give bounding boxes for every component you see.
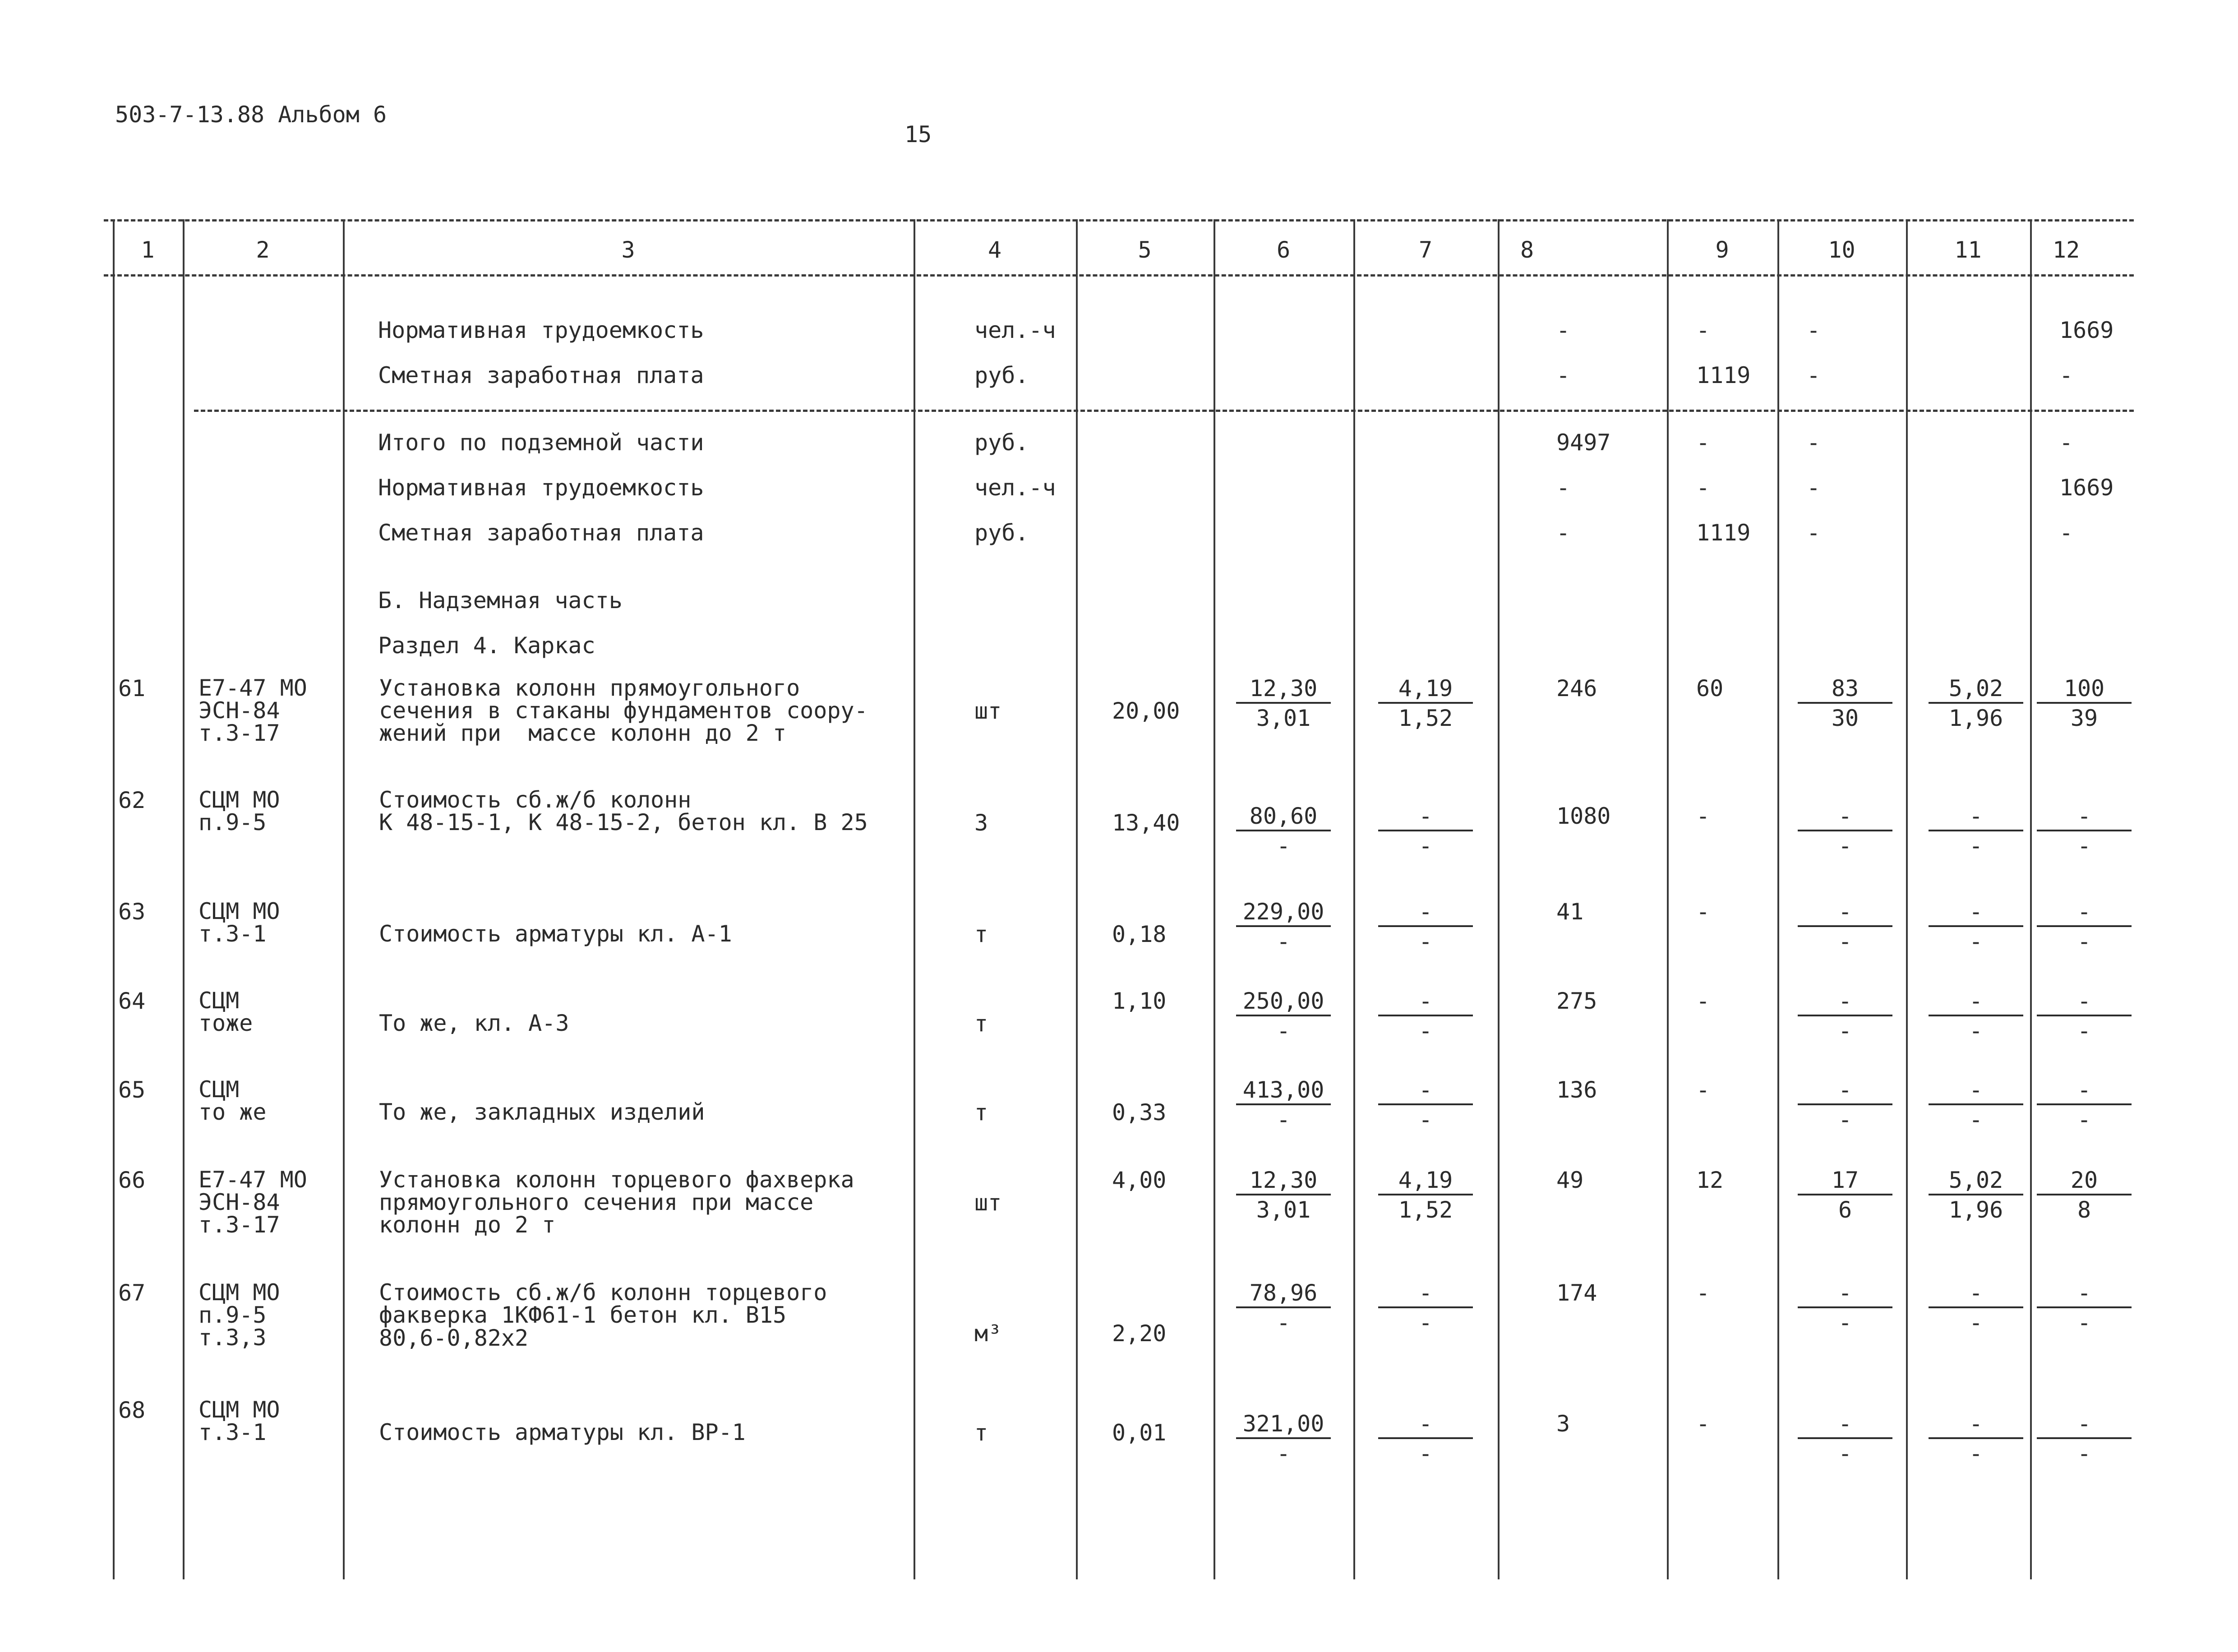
row-code: СЦМ тоже bbox=[198, 988, 253, 1036]
labor-total-denominator: 39 bbox=[2070, 705, 2098, 731]
unit-cost-denominator: - bbox=[1276, 1310, 1291, 1336]
labor-unit-denominator: 1,96 bbox=[1948, 705, 2003, 731]
unit-cost-numerator: 12,30 bbox=[1236, 677, 1331, 704]
total-wage: 60 bbox=[1696, 675, 1724, 701]
summary-label: Нормативная трудоемкость bbox=[378, 475, 704, 501]
labor-total-numerator: - bbox=[2037, 1078, 2132, 1105]
labor-unit-numerator: - bbox=[1929, 989, 2023, 1016]
labor-total bbox=[2037, 989, 2132, 1043]
summary-value: - bbox=[1696, 475, 1710, 501]
summary-label: Итого по подземной части bbox=[378, 429, 704, 456]
column-header: 7 bbox=[1418, 237, 1433, 263]
labor-unit bbox=[1929, 1281, 2023, 1334]
labor-total bbox=[2037, 677, 2132, 730]
total-cost: 1080 bbox=[1556, 803, 1611, 829]
unit-cost-numerator: 80,60 bbox=[1236, 804, 1331, 831]
summary-value: - bbox=[2059, 429, 2073, 456]
column-divider bbox=[914, 219, 915, 1579]
unit-wage-numerator: 4,19 bbox=[1378, 1168, 1473, 1195]
summary-value: - bbox=[1696, 317, 1710, 343]
unit-cost-numerator: 321,00 bbox=[1236, 1412, 1331, 1439]
labor-total-numerator: 100 bbox=[2037, 677, 2132, 704]
column-divider bbox=[1214, 219, 1215, 1579]
unit-wage-numerator: - bbox=[1378, 900, 1473, 927]
total-cost: 49 bbox=[1556, 1167, 1584, 1193]
summary-value: - bbox=[2059, 520, 2073, 546]
labor-unit-numerator: - bbox=[1929, 1078, 2023, 1105]
row-unit: 3 bbox=[974, 810, 988, 836]
column-header: 5 bbox=[1138, 237, 1152, 263]
unit-wage-denominator: 1,52 bbox=[1398, 705, 1453, 731]
labor-unit bbox=[1929, 1412, 2023, 1465]
column-divider bbox=[1353, 219, 1355, 1579]
row-description: То же, кл. А-3 bbox=[379, 1010, 569, 1036]
unit-cost-denominator: 3,01 bbox=[1256, 1197, 1311, 1223]
summary-value: - bbox=[1696, 429, 1710, 456]
labor-total bbox=[2037, 1412, 2132, 1465]
labor-total bbox=[2037, 1078, 2132, 1131]
labor-total bbox=[2037, 1168, 2132, 1222]
column-header: 3 bbox=[621, 237, 635, 263]
labor-unit-denominator: 1,96 bbox=[1948, 1197, 2003, 1223]
total-cost: 246 bbox=[1556, 675, 1597, 701]
row-description: То же, закладных изделий bbox=[379, 1099, 705, 1125]
labor-total-numerator: - bbox=[2037, 1281, 2132, 1308]
column-divider bbox=[1906, 219, 1908, 1579]
labor-unit bbox=[1929, 1078, 2023, 1131]
summary-label: Сметная заработная плата bbox=[378, 362, 704, 388]
column-header: 4 bbox=[987, 237, 1002, 263]
unit-cost-denominator: - bbox=[1276, 928, 1291, 955]
summary-value: 1669 bbox=[2059, 475, 2114, 501]
column-header: 2 bbox=[256, 237, 270, 263]
unit-wage bbox=[1378, 1168, 1473, 1222]
unit-wage-denominator: - bbox=[1418, 1107, 1433, 1133]
summary-value: - bbox=[1807, 520, 1821, 546]
subtotal-rule bbox=[194, 410, 2134, 412]
labor-total-denominator: - bbox=[2077, 1440, 2091, 1467]
page-number: 15 bbox=[904, 121, 932, 148]
labor-unit-numerator: 5,02 bbox=[1929, 1168, 2023, 1195]
labor-unit-denominator: - bbox=[1969, 1018, 1983, 1044]
labor-total-denominator: 8 bbox=[2077, 1197, 2091, 1223]
column-divider bbox=[1498, 219, 1500, 1579]
row-code: Е7-47 МО ЭСН-84 т.3-17 bbox=[198, 675, 307, 746]
column-divider bbox=[2030, 219, 2032, 1579]
row-quantity: 4,00 bbox=[1112, 1167, 1167, 1193]
summary-unit: чел.-ч bbox=[974, 317, 1056, 343]
total-wage: - bbox=[1696, 899, 1710, 925]
row-quantity: 0,01 bbox=[1112, 1420, 1167, 1446]
row-quantity: 13,40 bbox=[1112, 810, 1180, 836]
row-quantity: 0,18 bbox=[1112, 921, 1167, 947]
row-number: 64 bbox=[118, 988, 146, 1014]
row-number: 67 bbox=[118, 1280, 146, 1306]
row-unit: т bbox=[974, 1011, 988, 1037]
unit-wage bbox=[1378, 1281, 1473, 1334]
machine-cost bbox=[1798, 1281, 1892, 1334]
machine-cost bbox=[1798, 804, 1892, 858]
unit-wage-numerator: - bbox=[1378, 989, 1473, 1016]
row-code: СЦМ МО п.9-5 т.3,3 bbox=[198, 1279, 280, 1351]
column-divider bbox=[343, 219, 345, 1579]
row-number: 63 bbox=[118, 899, 146, 925]
machine-cost-numerator: 83 bbox=[1798, 677, 1892, 704]
row-description: Установка колонн торцевого фахверка прямоугольного сечения при массе колонн до 2 т bbox=[379, 1167, 854, 1238]
labor-total-denominator: - bbox=[2077, 928, 2091, 955]
labor-unit-denominator: - bbox=[1969, 1107, 1983, 1133]
table-top-rule bbox=[104, 219, 2134, 221]
row-unit: шт bbox=[974, 698, 1002, 724]
labor-unit bbox=[1929, 677, 2023, 730]
column-header: 10 bbox=[1828, 237, 1855, 263]
row-quantity: 2,20 bbox=[1112, 1320, 1167, 1347]
labor-total bbox=[2037, 900, 2132, 953]
column-header: 9 bbox=[1715, 237, 1729, 263]
total-cost: 136 bbox=[1556, 1077, 1597, 1103]
unit-wage-numerator: - bbox=[1378, 1078, 1473, 1105]
summary-label: Сметная заработная плата bbox=[378, 520, 704, 546]
total-wage: 12 bbox=[1696, 1167, 1724, 1193]
machine-cost-numerator: - bbox=[1798, 804, 1892, 831]
machine-cost bbox=[1798, 677, 1892, 730]
machine-cost-numerator: - bbox=[1798, 989, 1892, 1016]
labor-unit bbox=[1929, 900, 2023, 953]
document-code: 503-7-13.88 Альбом 6 bbox=[115, 102, 387, 128]
labor-total-numerator: - bbox=[2037, 900, 2132, 927]
labor-unit-numerator: - bbox=[1929, 1281, 2023, 1308]
summary-value: 1669 bbox=[2059, 317, 2114, 343]
row-calculation: 80,6-0,82x2 bbox=[379, 1325, 529, 1351]
unit-wage bbox=[1378, 677, 1473, 730]
unit-cost-denominator: - bbox=[1276, 1018, 1291, 1044]
summary-unit: чел.-ч bbox=[974, 475, 1056, 501]
row-quantity: 20,00 bbox=[1112, 698, 1180, 724]
labor-total-denominator: - bbox=[2077, 1310, 2091, 1336]
unit-cost-numerator: 78,96 bbox=[1236, 1281, 1331, 1308]
labor-unit bbox=[1929, 989, 2023, 1043]
row-quantity: 0,33 bbox=[1112, 1099, 1167, 1126]
unit-wage-numerator: - bbox=[1378, 1412, 1473, 1439]
machine-cost bbox=[1798, 1078, 1892, 1131]
row-number: 68 bbox=[118, 1397, 146, 1423]
row-unit: шт bbox=[974, 1190, 1002, 1216]
unit-cost bbox=[1236, 677, 1331, 730]
labor-total-numerator: - bbox=[2037, 1412, 2132, 1439]
total-cost: 41 bbox=[1556, 899, 1584, 925]
unit-cost-denominator: 3,01 bbox=[1256, 705, 1311, 731]
column-header: 6 bbox=[1276, 237, 1291, 263]
row-code: СЦМ МО п.9-5 bbox=[198, 787, 280, 835]
row-code: Е7-47 МО ЭСН-84 т.3-17 bbox=[198, 1167, 307, 1238]
labor-unit-denominator: - bbox=[1969, 928, 1983, 955]
total-wage: - bbox=[1696, 988, 1710, 1014]
machine-cost bbox=[1798, 900, 1892, 953]
labor-total-denominator: - bbox=[2077, 833, 2091, 859]
unit-cost bbox=[1236, 900, 1331, 953]
row-unit: т bbox=[974, 1099, 988, 1126]
summary-unit: руб. bbox=[974, 520, 1029, 546]
column-divider bbox=[183, 219, 185, 1579]
unit-cost bbox=[1236, 804, 1331, 858]
summary-value: - bbox=[1556, 520, 1570, 546]
unit-wage-numerator: 4,19 bbox=[1378, 677, 1473, 704]
total-cost: 3 bbox=[1556, 1411, 1570, 1437]
machine-cost-numerator: 17 bbox=[1798, 1168, 1892, 1195]
section-heading: Б. Надземная часть bbox=[378, 587, 623, 614]
summary-value: - bbox=[1556, 317, 1570, 343]
machine-cost bbox=[1798, 989, 1892, 1043]
summary-value: - bbox=[1807, 475, 1821, 501]
summary-unit: руб. bbox=[974, 362, 1029, 388]
labor-unit-denominator: - bbox=[1969, 833, 1983, 859]
row-number: 66 bbox=[118, 1167, 146, 1193]
total-cost: 174 bbox=[1556, 1280, 1597, 1306]
machine-cost-numerator: - bbox=[1798, 900, 1892, 927]
labor-total-denominator: - bbox=[2077, 1107, 2091, 1133]
machine-cost-denominator: - bbox=[1838, 928, 1852, 955]
row-unit: т bbox=[974, 921, 988, 947]
unit-cost bbox=[1236, 1168, 1331, 1222]
unit-wage-denominator: - bbox=[1418, 928, 1433, 955]
labor-total-denominator: - bbox=[2077, 1018, 2091, 1044]
unit-wage bbox=[1378, 804, 1473, 858]
summary-value: - bbox=[2059, 362, 2073, 388]
labor-unit bbox=[1929, 804, 2023, 858]
column-header: 11 bbox=[1954, 237, 1982, 263]
row-code: СЦМ МО т.3-1 bbox=[198, 1397, 280, 1445]
labor-unit-numerator: - bbox=[1929, 900, 2023, 927]
total-wage: - bbox=[1696, 1077, 1710, 1103]
summary-value: - bbox=[1807, 362, 1821, 388]
total-wage: - bbox=[1696, 803, 1710, 829]
unit-wage-denominator: 1,52 bbox=[1398, 1197, 1453, 1223]
unit-cost bbox=[1236, 989, 1331, 1043]
machine-cost-denominator: - bbox=[1838, 1018, 1852, 1044]
row-description: Стоимость сб.ж/б колонн К 48-15-1, К 48-15-2, бетон кл. В 25 bbox=[379, 787, 868, 835]
row-code: СЦМ МО т.3-1 bbox=[198, 898, 280, 947]
machine-cost-numerator: - bbox=[1798, 1412, 1892, 1439]
labor-unit-numerator: - bbox=[1929, 804, 2023, 831]
machine-cost-numerator: - bbox=[1798, 1078, 1892, 1105]
labor-total-numerator: 20 bbox=[2037, 1168, 2132, 1195]
labor-unit-denominator: - bbox=[1969, 1440, 1983, 1467]
row-code: СЦМ то же bbox=[198, 1076, 267, 1125]
labor-unit bbox=[1929, 1168, 2023, 1222]
unit-wage bbox=[1378, 989, 1473, 1043]
row-description: Установка колонн прямоугольного сечения в стаканы фундаментов соору- жений при массе колонн до 2 т bbox=[379, 675, 868, 746]
machine-cost-denominator: - bbox=[1838, 1440, 1852, 1467]
row-unit: т bbox=[974, 1420, 988, 1446]
row-number: 65 bbox=[118, 1077, 146, 1103]
labor-unit-numerator: 5,02 bbox=[1929, 677, 2023, 704]
unit-wage-numerator: - bbox=[1378, 804, 1473, 831]
row-description: Стоимость сб.ж/б колонн торцевого факверка 1КФ61-1 бетон кл. В15 bbox=[379, 1279, 827, 1328]
summary-value: - bbox=[1807, 317, 1821, 343]
column-divider bbox=[113, 219, 115, 1579]
unit-cost-denominator: - bbox=[1276, 1107, 1291, 1133]
column-divider bbox=[1076, 219, 1078, 1579]
unit-wage bbox=[1378, 1412, 1473, 1465]
unit-wage bbox=[1378, 900, 1473, 953]
total-wage: - bbox=[1696, 1411, 1710, 1437]
unit-cost bbox=[1236, 1078, 1331, 1131]
summary-value: 9497 bbox=[1556, 429, 1611, 456]
row-number: 61 bbox=[118, 675, 146, 701]
machine-cost-denominator: - bbox=[1838, 1107, 1852, 1133]
column-header: 1 bbox=[141, 237, 155, 263]
unit-cost bbox=[1236, 1412, 1331, 1465]
unit-cost-numerator: 413,00 bbox=[1236, 1078, 1331, 1105]
machine-cost-denominator: - bbox=[1838, 1310, 1852, 1336]
header-bottom-rule bbox=[104, 274, 2134, 277]
machine-cost-denominator: 30 bbox=[1831, 705, 1859, 731]
total-wage: - bbox=[1696, 1280, 1710, 1306]
subsection-heading: Раздел 4. Каркас bbox=[378, 632, 595, 659]
unit-wage-numerator: - bbox=[1378, 1281, 1473, 1308]
unit-cost-denominator: - bbox=[1276, 1440, 1291, 1467]
column-header: 8 bbox=[1520, 237, 1534, 263]
summary-value: 1119 bbox=[1696, 362, 1751, 388]
unit-wage-denominator: - bbox=[1418, 1018, 1433, 1044]
machine-cost bbox=[1798, 1412, 1892, 1465]
unit-wage bbox=[1378, 1078, 1473, 1131]
unit-wage-denominator: - bbox=[1418, 1310, 1433, 1336]
column-divider bbox=[1777, 219, 1779, 1579]
row-description: Стоимость арматуры кл. ВР-1 bbox=[379, 1419, 746, 1445]
unit-cost-numerator: 12,30 bbox=[1236, 1168, 1331, 1195]
unit-cost bbox=[1236, 1281, 1331, 1334]
row-description: Стоимость арматуры кл. А-1 bbox=[379, 921, 732, 947]
labor-total-numerator: - bbox=[2037, 989, 2132, 1016]
row-quantity: 1,10 bbox=[1112, 988, 1167, 1014]
summary-value: 1119 bbox=[1696, 520, 1751, 546]
summary-value: - bbox=[1556, 475, 1570, 501]
labor-total-numerator: - bbox=[2037, 804, 2132, 831]
unit-wage-denominator: - bbox=[1418, 1440, 1433, 1467]
machine-cost-numerator: - bbox=[1798, 1281, 1892, 1308]
summary-label: Нормативная трудоемкость bbox=[378, 317, 704, 343]
machine-cost bbox=[1798, 1168, 1892, 1222]
machine-cost-denominator: 6 bbox=[1838, 1197, 1852, 1223]
labor-total bbox=[2037, 1281, 2132, 1334]
labor-unit-denominator: - bbox=[1969, 1310, 1983, 1336]
machine-cost-denominator: - bbox=[1838, 833, 1852, 859]
unit-cost-numerator: 250,00 bbox=[1236, 989, 1331, 1016]
unit-cost-denominator: - bbox=[1276, 833, 1291, 859]
row-number: 62 bbox=[118, 787, 146, 813]
summary-value: - bbox=[1807, 429, 1821, 456]
total-cost: 275 bbox=[1556, 988, 1597, 1014]
labor-total bbox=[2037, 804, 2132, 858]
summary-value: - bbox=[1556, 362, 1570, 388]
unit-cost-numerator: 229,00 bbox=[1236, 900, 1331, 927]
labor-unit-numerator: - bbox=[1929, 1412, 2023, 1439]
summary-unit: руб. bbox=[974, 429, 1029, 456]
row-unit: м³ bbox=[974, 1320, 1002, 1347]
unit-wage-denominator: - bbox=[1418, 833, 1433, 859]
column-divider bbox=[1667, 219, 1669, 1579]
column-header: 12 bbox=[2053, 237, 2080, 263]
